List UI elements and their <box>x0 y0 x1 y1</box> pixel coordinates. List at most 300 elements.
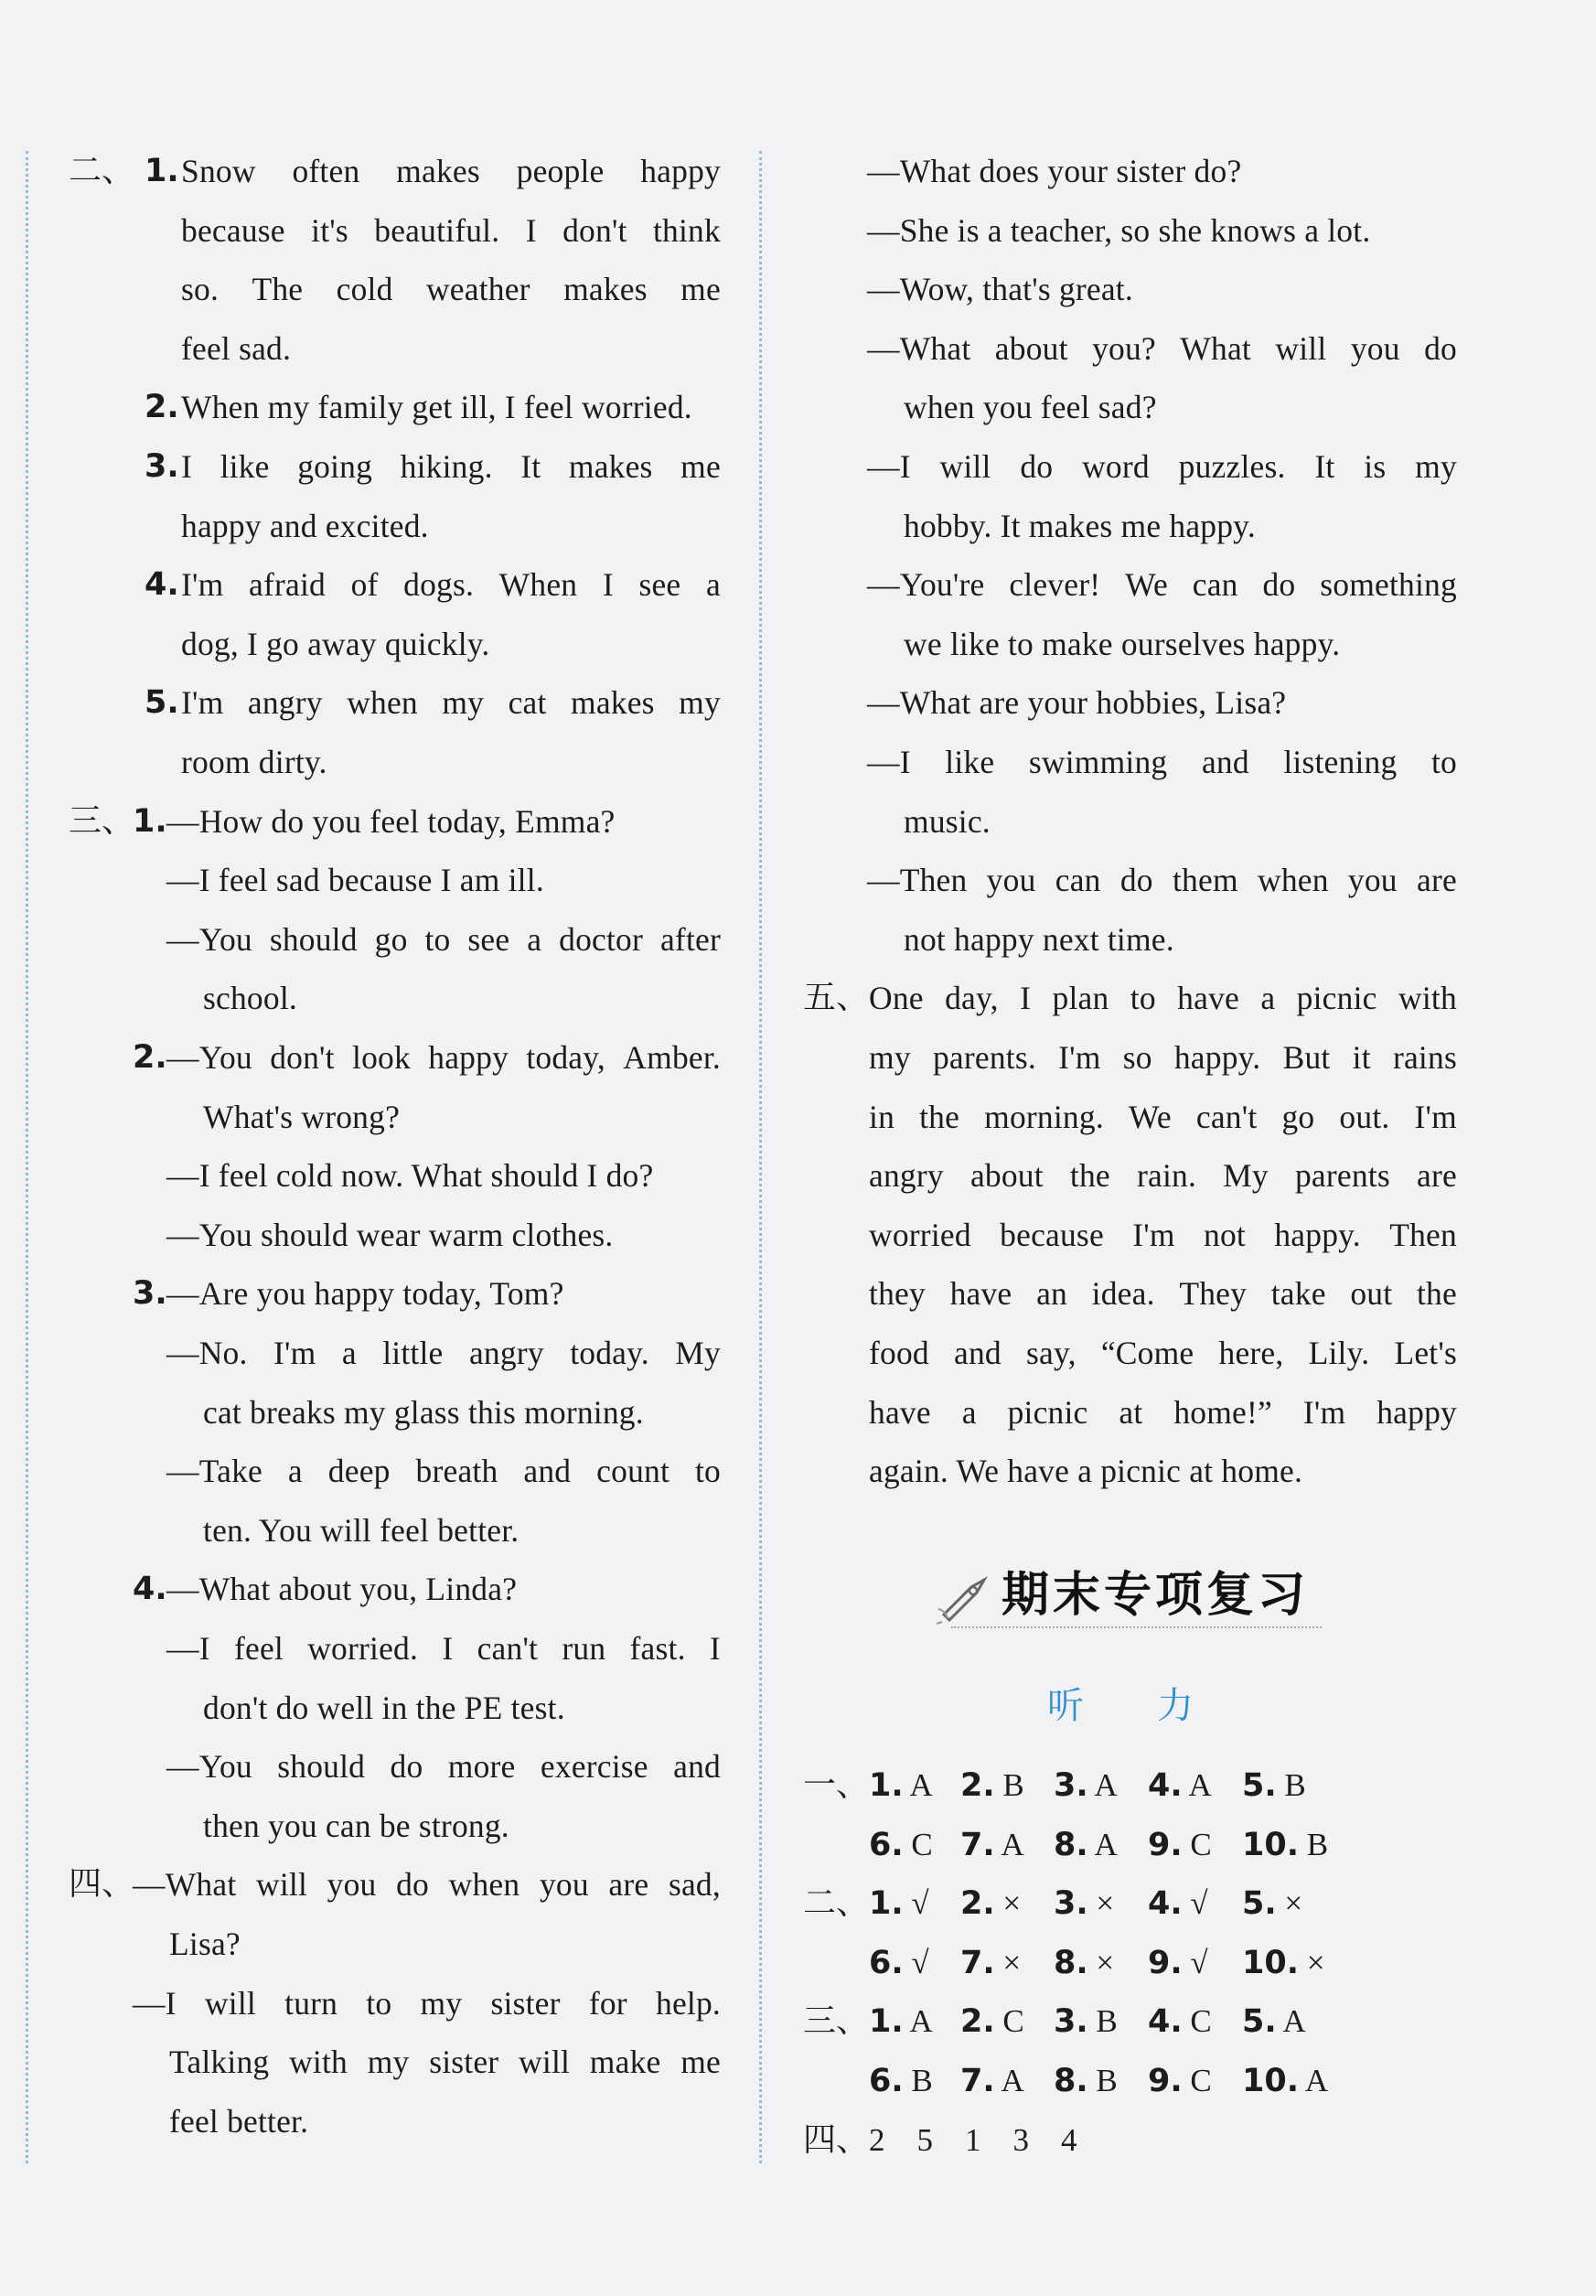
answer-line <box>181 151 721 191</box>
passage-line <box>869 1392 1457 1432</box>
answer-value: A <box>994 2063 1024 2098</box>
dialogue-line: —She is a teacher, so she knows a lot. <box>867 211 1371 249</box>
answer-item <box>1242 1883 1302 1924</box>
word: are <box>1416 1157 1457 1195</box>
item-number: 4. <box>145 566 179 604</box>
word: a <box>961 1393 977 1431</box>
answer-line: happy and excited. <box>181 507 429 544</box>
answer-item <box>1242 2001 1306 2042</box>
dialogue-line: hobby. It makes me happy. <box>904 507 1256 544</box>
word: and <box>673 1748 721 1786</box>
word: morning. <box>984 1098 1104 1135</box>
word: for <box>588 1984 627 2022</box>
word: Let's <box>1394 1335 1457 1371</box>
dialogue-line: —How do you feel today, Emma? <box>166 802 616 840</box>
answer-value: B <box>903 2063 933 2098</box>
answer-number: 3. <box>1054 1885 1088 1923</box>
word: so <box>1122 1039 1152 1076</box>
dialogue-line: ten. You will feel better. <box>203 1511 520 1549</box>
answer-line <box>181 210 721 251</box>
section-label: 三、 <box>803 2002 870 2041</box>
word: you <box>986 862 1036 899</box>
word: cat <box>508 684 547 722</box>
word: should <box>269 920 358 958</box>
word: weather <box>425 271 530 308</box>
word: food <box>869 1335 929 1371</box>
word: It <box>520 448 541 485</box>
word: run <box>562 1630 606 1667</box>
item-number: 2. <box>133 1039 167 1076</box>
word: will <box>204 1984 256 2022</box>
section-label: 一、 <box>803 1766 870 1804</box>
dialogue-line <box>133 1864 721 1904</box>
word: like <box>220 448 270 485</box>
word: I <box>181 448 193 485</box>
word: My <box>675 1335 721 1371</box>
answer-value: C <box>994 2003 1024 2040</box>
answer-number: 9. <box>1148 1944 1183 1981</box>
answer-item <box>1054 1765 1118 1806</box>
word: me <box>680 2044 721 2081</box>
answer-value: C <box>1182 2003 1212 2040</box>
dialogue-line: don't do well in the PE test. <box>203 1689 565 1726</box>
word: When <box>498 566 578 604</box>
word: —You <box>166 1748 252 1786</box>
answer-value: A <box>903 2003 933 2040</box>
answer-item <box>1148 2001 1212 2042</box>
word: Talking <box>169 2044 270 2081</box>
word: Then <box>1389 1216 1457 1253</box>
answer-value: A <box>1087 1826 1118 1862</box>
answer-item <box>1054 1825 1118 1865</box>
answer-item <box>869 2061 933 2101</box>
listening-subheading: 听 力 <box>1047 1685 1194 1727</box>
word: do <box>390 1748 423 1786</box>
word: It <box>1314 448 1335 485</box>
word: deep <box>327 1453 391 1490</box>
answer-item <box>960 2061 1024 2101</box>
answer-value: A <box>1299 2063 1329 2098</box>
word: you? <box>1092 329 1156 367</box>
word: day, <box>945 980 999 1017</box>
answer-number: 4. <box>1148 2003 1183 2041</box>
answer-item <box>960 1943 1021 1983</box>
answer-value: A <box>1087 1767 1118 1803</box>
dialogue-line <box>867 742 1457 782</box>
dialogue-line: cat breaks my glass this morning. <box>203 1393 644 1431</box>
answer-number: 9. <box>1148 2063 1183 2099</box>
passage-line <box>869 1037 1457 1078</box>
word: not <box>1204 1216 1246 1253</box>
word: idea. <box>1091 1275 1155 1313</box>
word: makes <box>563 271 648 308</box>
word: —I <box>133 1984 177 2022</box>
answer-number: 5. <box>1242 2003 1277 2041</box>
item-number: 4. <box>133 1571 167 1608</box>
answer-line: room dirty. <box>181 744 327 780</box>
dialogue-line <box>166 919 721 960</box>
dialogue-line: then you can be strong. <box>203 1807 509 1844</box>
word: Lily. <box>1308 1335 1370 1371</box>
word: plan <box>1052 980 1109 1017</box>
word: —Then <box>867 862 968 899</box>
word: me <box>680 448 721 485</box>
item-number: 1. <box>133 802 167 840</box>
answer-item <box>960 1825 1024 1865</box>
item-number: 1. <box>145 153 179 189</box>
word: swimming <box>1028 744 1168 780</box>
dialogue-line: —What does your sister do? <box>867 153 1242 189</box>
word: —Take <box>166 1453 262 1490</box>
word: angry <box>247 684 323 722</box>
word: happy. <box>1274 1216 1361 1253</box>
word: Amber. <box>623 1039 721 1076</box>
word: a <box>1260 980 1276 1017</box>
dialogue-line: —I feel cold now. What should I do? <box>166 1157 654 1195</box>
section-label: 五、 <box>803 979 870 1017</box>
word: me <box>680 271 721 308</box>
answer-number: 8. <box>1054 2063 1088 2099</box>
word: my <box>1415 448 1457 485</box>
word: have <box>1177 980 1239 1017</box>
word: beautiful. <box>374 211 500 249</box>
word: have <box>949 1275 1012 1313</box>
word: —I <box>867 448 911 485</box>
word: can't <box>1195 1098 1258 1135</box>
word: I <box>1020 980 1032 1017</box>
word: have <box>869 1393 931 1431</box>
word: often <box>292 153 360 189</box>
word: say, <box>1025 1335 1076 1371</box>
dialogue-line <box>133 1983 721 2023</box>
word: My <box>1223 1157 1269 1195</box>
passage-line <box>869 1155 1457 1196</box>
word: should <box>277 1748 366 1786</box>
word: count <box>596 1453 670 1490</box>
word: are <box>1416 862 1457 899</box>
answer-item <box>1148 1825 1212 1865</box>
answer-number: 4. <box>1148 1767 1183 1804</box>
answer-value: A <box>1182 1767 1212 1803</box>
answer-number: 7. <box>960 1944 995 1981</box>
answer-number: 10. <box>1242 1944 1300 1981</box>
answer-value: A <box>994 1826 1024 1862</box>
word: picnic <box>1007 1393 1088 1431</box>
answer-item <box>1054 2061 1118 2101</box>
left-margin-rule <box>26 151 28 2163</box>
answer-line: When my family get ill, I feel worried. <box>181 389 692 426</box>
rocket-icon <box>935 1569 995 1625</box>
word: makes <box>396 153 480 189</box>
answer-item <box>869 1825 933 1865</box>
word: to <box>424 920 451 958</box>
answer-item <box>1242 1943 1325 1983</box>
item-number: 3. <box>133 1275 167 1313</box>
answer-item <box>960 2001 1024 2042</box>
dialogue-line <box>867 446 1457 487</box>
dialogue-line <box>867 860 1457 900</box>
word: to <box>1130 980 1156 1017</box>
word: going <box>297 448 373 485</box>
answer-number: 5. <box>1242 1767 1277 1804</box>
answer-sequence: 2 5 1 3 4 <box>869 2121 1077 2158</box>
answer-item <box>960 1883 1021 1924</box>
word: people <box>516 153 605 189</box>
word: parents. <box>932 1039 1036 1076</box>
dialogue-line <box>166 1451 721 1491</box>
answer-number: 1. <box>869 2003 904 2041</box>
answer-number: 6. <box>869 1944 904 1981</box>
dialogue-line: —I feel sad because I am ill. <box>166 862 544 899</box>
word: after <box>659 920 721 958</box>
word: at <box>1119 1393 1143 1431</box>
answer-value: √ <box>1182 1885 1208 1922</box>
answer-value: × <box>994 1944 1022 1980</box>
answer-number: 6. <box>869 2063 904 2099</box>
word: I'm <box>181 684 224 722</box>
word: turn <box>284 1984 338 2022</box>
section-label: 四、 <box>69 1865 135 1904</box>
word: sad, <box>668 1866 721 1904</box>
word: is <box>1364 448 1387 485</box>
word: —You <box>166 920 252 958</box>
dialogue-line <box>169 2042 721 2082</box>
word: out. <box>1339 1098 1390 1135</box>
dialogue-line: not happy next time. <box>904 920 1174 958</box>
word: exercise <box>540 1748 648 1786</box>
section-label: 四、 <box>803 2120 870 2159</box>
word: makes <box>571 684 655 722</box>
dialogue-line <box>166 1037 721 1078</box>
word: my <box>869 1039 911 1076</box>
word: so. <box>181 271 220 308</box>
word: see <box>638 566 681 604</box>
word: happy <box>1376 1393 1457 1431</box>
word: go <box>1281 1098 1315 1135</box>
word: a <box>705 566 721 604</box>
word: can't <box>477 1630 539 1667</box>
word: parents <box>1294 1157 1390 1195</box>
word: clever! <box>1009 566 1101 604</box>
word: I <box>602 566 614 604</box>
word: will <box>1275 329 1327 367</box>
dialogue-line: music. <box>904 802 991 840</box>
answer-line: feel sad. <box>181 329 292 367</box>
section-label: 三、 <box>69 801 135 840</box>
word: I <box>442 1630 454 1667</box>
dialogue-line <box>867 328 1457 369</box>
word: happy. <box>1173 1039 1261 1076</box>
answer-item <box>869 1943 929 1983</box>
word: sister <box>429 2044 499 2081</box>
word: rains <box>1392 1039 1457 1076</box>
word: do <box>396 1866 430 1904</box>
section-heading: 期末专项复习 <box>1002 1568 1310 1623</box>
word: —No. <box>166 1335 248 1371</box>
word: it's <box>311 211 348 249</box>
passage-line <box>869 1097 1457 1137</box>
answer-number: 1. <box>869 1885 904 1923</box>
word: happy <box>428 1039 509 1076</box>
word: about <box>969 1157 1044 1195</box>
word: They <box>1179 1275 1248 1313</box>
answer-number: 3. <box>1054 1767 1088 1804</box>
answer-item <box>1148 2061 1212 2101</box>
word: see <box>467 920 510 958</box>
word: home!” <box>1173 1393 1272 1431</box>
word: do <box>1020 448 1054 485</box>
answer-item <box>1242 1765 1306 1806</box>
word: One <box>869 980 924 1017</box>
word: —What <box>867 329 971 367</box>
answer-item <box>1148 1943 1208 1983</box>
answer-number: 4. <box>1148 1885 1183 1923</box>
word: fast. <box>629 1630 686 1667</box>
dialogue-line: we like to make ourselves happy. <box>904 625 1341 662</box>
dialogue-line <box>166 1333 721 1373</box>
word: with <box>289 2044 348 2081</box>
answer-number: 7. <box>960 2063 995 2099</box>
word: do <box>1262 566 1296 604</box>
passage-line <box>869 978 1457 1018</box>
answer-number: 6. <box>869 1826 904 1863</box>
word: worried. <box>307 1630 419 1667</box>
answer-value: × <box>994 1885 1022 1922</box>
word: because <box>1000 1216 1104 1253</box>
answer-item <box>1242 1825 1328 1865</box>
word: What <box>1180 329 1251 367</box>
answer-line <box>181 682 721 723</box>
word: will <box>939 448 991 485</box>
word: to <box>366 1984 392 2022</box>
word: rain. <box>1136 1157 1197 1195</box>
word: like <box>945 744 995 780</box>
answer-value: B <box>1276 1767 1306 1803</box>
word: feel <box>233 1630 284 1667</box>
word: afraid <box>249 566 326 604</box>
word: —What <box>133 1866 237 1904</box>
dialogue-line <box>166 1746 721 1786</box>
answer-line <box>181 446 721 487</box>
word: sister <box>490 1984 561 2022</box>
word: I'm <box>181 566 224 604</box>
word: breath <box>415 1453 498 1490</box>
word: But <box>1282 1039 1331 1076</box>
word: picnic <box>1296 980 1377 1017</box>
answer-item <box>1054 1883 1114 1924</box>
word: you <box>327 1866 377 1904</box>
answer-value: √ <box>903 1944 929 1980</box>
word: makes <box>568 448 653 485</box>
word: worried <box>869 1216 971 1253</box>
answer-number: 8. <box>1054 1944 1088 1981</box>
answer-item <box>1148 1883 1208 1924</box>
answer-number: 1. <box>869 1767 904 1804</box>
passage-line <box>869 1273 1457 1314</box>
answer-item <box>1054 1943 1114 1983</box>
word: The <box>252 271 304 308</box>
word: more <box>447 1748 516 1786</box>
answer-value: × <box>1087 1944 1115 1980</box>
word: angry <box>468 1335 544 1371</box>
answer-value: C <box>1182 1826 1212 1862</box>
word: help. <box>656 1984 721 2022</box>
answer-value: × <box>1276 1885 1303 1922</box>
word: of <box>350 566 379 604</box>
word: can <box>1192 566 1238 604</box>
word: they <box>869 1275 926 1313</box>
word: I'm <box>1058 1039 1101 1076</box>
word: today, <box>526 1039 605 1076</box>
answer-number: 2. <box>960 1885 995 1923</box>
word: when <box>1257 862 1329 899</box>
answer-item <box>1242 2061 1328 2101</box>
answer-value: A <box>903 1767 933 1803</box>
dialogue-line: feel better. <box>169 2102 309 2140</box>
word: Snow <box>181 153 256 189</box>
answer-value: × <box>1087 1885 1115 1922</box>
word: I'm <box>273 1335 316 1371</box>
dialogue-line: —You should wear warm clothes. <box>166 1216 614 1253</box>
answer-line: dog, I go away quickly. <box>181 625 490 662</box>
column-divider <box>759 151 762 2163</box>
dialogue-line: —What about you, Linda? <box>166 1571 518 1608</box>
word: an <box>1036 1275 1067 1313</box>
word: cold <box>336 271 393 308</box>
word: doctor <box>559 920 644 958</box>
word: angry <box>869 1157 944 1195</box>
word: them <box>1172 862 1238 899</box>
word: We <box>1125 566 1168 604</box>
answer-item <box>869 1883 929 1924</box>
word: you <box>1350 329 1400 367</box>
answer-item <box>960 1765 1024 1806</box>
section-label: 二、 <box>69 152 135 189</box>
answer-number: 8. <box>1054 1826 1088 1863</box>
word: when <box>347 684 418 722</box>
answer-value: √ <box>1182 1944 1208 1980</box>
word: are <box>608 1866 649 1904</box>
dialogue-line: —Wow, that's great. <box>867 271 1133 308</box>
dialogue-line: Lisa? <box>169 1926 241 1962</box>
answer-number: 3. <box>1054 2003 1088 2041</box>
word: will <box>256 1866 308 1904</box>
word: puzzles. <box>1178 448 1286 485</box>
answer-item <box>1054 2001 1118 2042</box>
answer-number: 2. <box>960 1767 995 1804</box>
item-number: 2. <box>145 389 179 426</box>
passage-line <box>869 1215 1457 1255</box>
word: can <box>1055 862 1101 899</box>
answer-value: √ <box>903 1885 929 1922</box>
word: little <box>382 1335 444 1371</box>
answer-number: 9. <box>1148 1826 1183 1863</box>
dialogue-line: —Are you happy today, Tom? <box>166 1275 564 1313</box>
answer-number: 10. <box>1242 1826 1300 1863</box>
answer-number: 2. <box>960 2003 995 2041</box>
word: my <box>367 2044 410 2081</box>
word: “Come <box>1100 1335 1194 1371</box>
answer-value: C <box>903 1826 933 1862</box>
answer-value: A <box>1276 2003 1306 2040</box>
word: you <box>1347 862 1398 899</box>
word: take <box>1270 1275 1326 1313</box>
dialogue-line <box>166 1628 721 1668</box>
answer-item <box>869 1765 933 1806</box>
word: the <box>1069 1157 1110 1195</box>
passage-line: again. We have a picnic at home. <box>869 1453 1303 1490</box>
word: I'm <box>1414 1098 1457 1135</box>
